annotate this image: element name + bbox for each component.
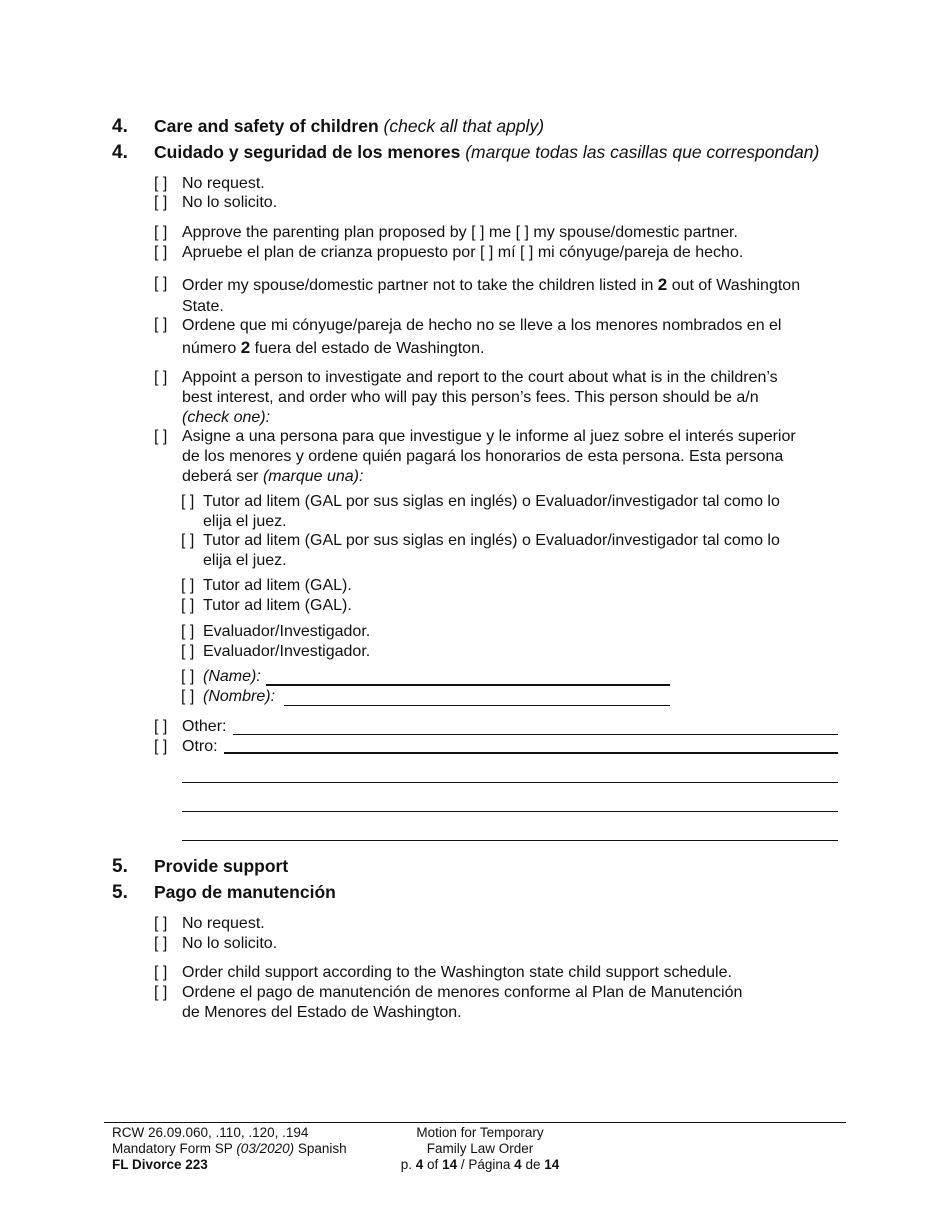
page-text: of — [427, 1157, 439, 1172]
page-number: 4 — [415, 1157, 424, 1172]
page-total: 14 — [442, 1157, 458, 1172]
option-text — [182, 223, 738, 243]
appoint-line: (check one): — [182, 409, 271, 426]
section-4-number: 4. — [112, 116, 128, 137]
checkbox-appoint[interactable]: [ ] — [154, 369, 168, 386]
checkbox-parenting-plan[interactable]: [ ] — [154, 224, 168, 241]
option-text: Tutor ad litem (GAL). — [203, 577, 352, 594]
order-number: 2 — [657, 275, 668, 294]
page-text: / Página — [460, 1157, 511, 1172]
checkbox-gal-or-evaluator-es[interactable]: [ ] — [181, 532, 195, 549]
checkbox-child-support[interactable]: [ ] — [154, 964, 168, 981]
other-field[interactable] — [233, 734, 838, 735]
option-text: No lo solicito. — [182, 935, 278, 952]
checkbox-evaluator-es[interactable]: [ ] — [181, 643, 195, 660]
option-line: de Menores del Estado de Washington. — [182, 1004, 462, 1021]
name-field-es[interactable] — [284, 705, 670, 706]
footer-form — [112, 1141, 347, 1157]
checkbox-name[interactable]: [ ] — [181, 668, 195, 685]
order-text: State. — [182, 298, 224, 315]
option-text: No request. — [182, 915, 265, 932]
checkbox-gal-or-evaluator[interactable]: [ ] — [181, 493, 195, 510]
checkbox-spouse-es[interactable]: [ ] — [520, 244, 534, 261]
plan-me: me — [488, 224, 512, 241]
checkbox-evaluator[interactable]: [ ] — [181, 623, 195, 640]
page-total: 14 — [544, 1157, 560, 1172]
footer-form-id: FL Divorce 223 — [112, 1157, 208, 1172]
appoint-line: best interest, and order who will pay this person’s fees. This person should be a/n — [182, 389, 759, 406]
checkbox-other-es[interactable]: [ ] — [154, 738, 168, 755]
section-5-title-en: Provide support — [154, 856, 289, 876]
option-text: No lo solicito. — [182, 194, 278, 211]
checkbox-gal[interactable]: [ ] — [181, 577, 195, 594]
option-text — [182, 983, 742, 1023]
other-label: Otro: — [182, 738, 218, 755]
footer-page — [380, 1157, 580, 1173]
section-note: (marque todas las casillas que correspondan) — [465, 142, 820, 162]
other-field-line[interactable] — [182, 782, 838, 783]
section-5-number: 5. — [112, 856, 128, 877]
option-line: elija el juez. — [203, 552, 287, 569]
footer-rcw: RCW 26.09.060, .110, .120, .194 — [112, 1125, 309, 1140]
footer-center — [380, 1125, 580, 1173]
footer-title: Family Law Order — [426, 1141, 534, 1156]
option-text: Tutor ad litem (GAL). — [203, 597, 352, 614]
checkbox-appoint-es[interactable]: [ ] — [154, 428, 168, 445]
checkbox-child-support-es[interactable]: [ ] — [154, 984, 168, 1001]
name-label: (Name): — [203, 668, 261, 685]
option-text — [182, 274, 832, 317]
checkbox-name-es[interactable]: [ ] — [181, 688, 195, 705]
checkbox-me[interactable]: [ ] — [471, 224, 485, 241]
plan-spouse: mi cónyuge/pareja de hecho. — [537, 244, 744, 261]
section-4-title-es — [154, 142, 819, 163]
order-text: número — [182, 340, 237, 357]
footer-title: Motion for Temporary — [416, 1125, 544, 1140]
checkbox-me-es[interactable]: [ ] — [479, 244, 494, 261]
checkbox-support-no-request[interactable]: [ ] — [154, 915, 168, 932]
checkbox-support-no-request-es[interactable]: [ ] — [154, 935, 168, 952]
footer-rule — [104, 1122, 846, 1123]
section-4-number-es: 4. — [112, 142, 128, 163]
section-note: (check all that apply) — [383, 116, 545, 136]
checkbox-restrain-travel[interactable]: [ ] — [154, 275, 168, 292]
checkbox-restrain-travel-es[interactable]: [ ] — [154, 316, 168, 333]
option-line: Tutor ad litem (GAL por sus siglas en inglés) o Evaluador/investigador tal como lo — [203, 532, 780, 549]
other-field-es[interactable] — [224, 752, 838, 754]
option-text — [203, 492, 780, 532]
footer-form-text: Mandatory Form SP — [112, 1141, 233, 1156]
plan-spouse: my spouse/domestic partner. — [533, 224, 738, 241]
checkbox-other[interactable]: [ ] — [154, 718, 168, 735]
appoint-note: (marque una): — [262, 468, 364, 485]
option-line: elija el juez. — [203, 513, 287, 530]
option-text — [182, 243, 743, 263]
order-text: fuera del estado de Washington. — [254, 340, 485, 357]
order-text: Ordene que mi cónyuge/pareja de hecho no se lleve a los menores nombrados en el — [182, 317, 782, 334]
appoint-line: de los menores y ordene quién pagará los honorarios de esta persona. Esta persona — [182, 448, 784, 465]
section-5-title-es: Pago de manutención — [154, 882, 336, 902]
page-number: 4 — [514, 1157, 522, 1172]
section-title: Cuidado y seguridad de los menores — [154, 142, 461, 162]
footer-left — [112, 1125, 347, 1173]
checkbox-parenting-plan-es[interactable]: [ ] — [154, 244, 168, 261]
option-line: Ordene el pago de manutención de menores conforme al Plan de Manutención — [182, 984, 743, 1001]
option-text — [182, 427, 796, 487]
appoint-line — [182, 467, 796, 487]
option-text: Order child support according to the Washington state child support schedule. — [182, 964, 732, 981]
option-text — [203, 531, 780, 571]
page-text: p. — [400, 1157, 412, 1172]
checkbox-no-request-es[interactable]: [ ] — [154, 194, 168, 211]
plan-text: Approve the parenting plan proposed by — [182, 224, 467, 241]
option-text — [182, 368, 778, 428]
appoint-text: deberá ser — [182, 468, 259, 485]
order-text: Order my spouse/domestic partner not to take the children listed in — [182, 277, 654, 294]
other-field-line[interactable] — [182, 811, 838, 812]
checkbox-no-request[interactable]: [ ] — [154, 175, 168, 192]
option-text: Evaluador/Investigador. — [203, 623, 371, 640]
footer-form-date: (03/2020) — [236, 1141, 295, 1156]
footer-form-lang: Spanish — [297, 1141, 347, 1156]
other-label: Other: — [182, 718, 227, 735]
section-title: Care and safety of children — [154, 116, 379, 136]
plan-text: Apruebe el plan de crianza propuesto por — [182, 244, 476, 261]
option-text: No request. — [182, 175, 265, 192]
page-text: de — [525, 1157, 541, 1172]
order-number: 2 — [240, 338, 251, 357]
checkbox-gal-es[interactable]: [ ] — [181, 597, 195, 614]
option-line: Tutor ad litem (GAL por sus siglas en inglés) o Evaluador/investigador tal como lo — [203, 493, 780, 510]
other-field-line[interactable] — [182, 840, 838, 841]
section-4-title-en — [154, 116, 544, 137]
section-5-number-es: 5. — [112, 882, 128, 903]
option-text — [182, 315, 832, 360]
option-text: Evaluador/Investigador. — [203, 643, 371, 660]
name-label: (Nombre): — [203, 688, 276, 705]
plan-me: mí — [497, 244, 516, 261]
appoint-line: Asigne a una persona para que investigue y le informe al juez sobre el interés superior — [182, 428, 796, 445]
appoint-line: Appoint a person to investigate and report to the court about what is in the children’s — [182, 369, 778, 386]
checkbox-spouse[interactable]: [ ] — [515, 224, 529, 241]
name-field[interactable] — [266, 684, 670, 686]
order-text: out of Washington — [671, 277, 801, 294]
